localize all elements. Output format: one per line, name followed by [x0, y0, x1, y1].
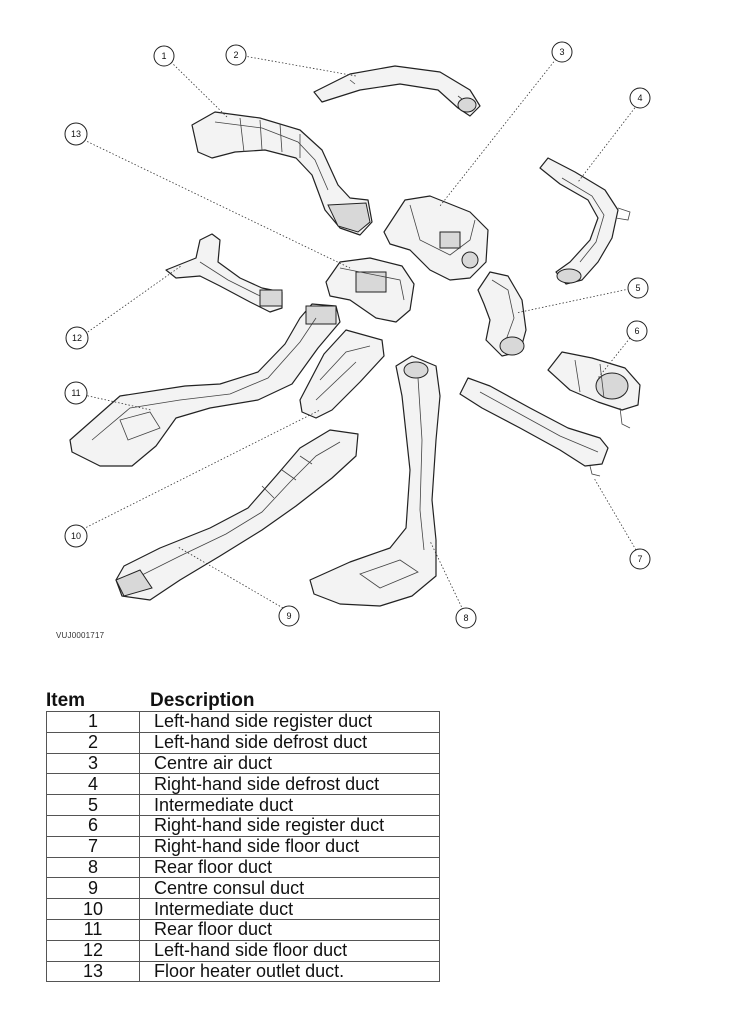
callout-7-label: 7 [637, 554, 643, 564]
legend-item-description: Rear floor duct [140, 919, 440, 940]
callout-3-label: 3 [559, 47, 565, 57]
legend-header-description: Description [150, 690, 255, 711]
callout-12 [66, 327, 88, 349]
legend-row [47, 753, 440, 774]
legend-item-description: Right-hand side register duct [140, 815, 440, 836]
callout-1 [154, 46, 174, 66]
callout-2-label: 2 [233, 50, 239, 60]
legend-item-number: 7 [47, 836, 140, 857]
callout-10 [65, 525, 87, 547]
legend-table [46, 711, 440, 982]
legend-item-number: 13 [47, 961, 140, 982]
callout-1-label: 1 [161, 51, 167, 61]
legend-row [47, 919, 440, 940]
callout-4-label: 4 [637, 93, 643, 103]
legend-item-description: Left-hand side floor duct [140, 940, 440, 961]
legend-row [47, 732, 440, 753]
legend-item-description: Intermediate duct [140, 795, 440, 816]
legend-header [46, 690, 426, 710]
diagram-reference-code: VUJ0001717 [56, 631, 105, 640]
legend-item-number: 9 [47, 878, 140, 899]
callout-13-label: 13 [70, 129, 82, 139]
legend-item-description: Centre air duct [140, 753, 440, 774]
part-lh-defrost-duct [314, 66, 480, 116]
callout-9-label: 9 [286, 611, 292, 621]
legend-item-number: 1 [47, 712, 140, 733]
legend-header-item: Item [46, 690, 86, 711]
legend-item-description: Rear floor duct [140, 857, 440, 878]
legend-item-description: Left-hand side register duct [140, 712, 440, 733]
legend-item-description: Intermediate duct [140, 899, 440, 920]
callout-12-label: 12 [71, 333, 83, 343]
part-floor-heater-outlet-duct [326, 258, 414, 322]
legend-item-number: 8 [47, 857, 140, 878]
callout-8-label: 8 [463, 613, 469, 623]
part-lh-floor-duct [166, 234, 282, 312]
callout-10-label: 10 [70, 531, 82, 541]
callout-6-label: 6 [634, 326, 640, 336]
legend-item-number: 4 [47, 774, 140, 795]
legend-item-number: 11 [47, 919, 140, 940]
legend-row [47, 712, 440, 733]
legend-item-description: Centre consul duct [140, 878, 440, 899]
legend-row [47, 899, 440, 920]
legend-row [47, 836, 440, 857]
part-rh-defrost-duct [540, 158, 630, 284]
legend-row [47, 857, 440, 878]
legend-item-description: Left-hand side defrost duct [140, 732, 440, 753]
legend-row [47, 795, 440, 816]
callout-6 [627, 321, 647, 341]
callout-3 [552, 42, 572, 62]
legend-row [47, 815, 440, 836]
legend-row [47, 878, 440, 899]
legend-item-number: 2 [47, 732, 140, 753]
callout-9 [279, 606, 299, 626]
part-intermediate-duct-right [478, 272, 526, 356]
legend-item-number: 12 [47, 940, 140, 961]
legend-item-description: Right-hand side floor duct [140, 836, 440, 857]
callout-5 [628, 278, 648, 298]
callout-8 [456, 608, 476, 628]
callout-5-label: 5 [635, 283, 641, 293]
legend-item-number: 10 [47, 899, 140, 920]
legend-row [47, 774, 440, 795]
callout-11-label: 11 [71, 388, 81, 398]
legend-item-number: 6 [47, 815, 140, 836]
legend-row [47, 940, 440, 961]
part-rh-register-duct [548, 352, 640, 428]
legend-item-number: 3 [47, 753, 140, 774]
callout-2 [226, 45, 246, 65]
callout-4 [630, 88, 650, 108]
callout-7 [630, 549, 650, 569]
legend-item-number: 5 [47, 795, 140, 816]
callout-13 [65, 123, 87, 145]
callout-11 [65, 382, 87, 404]
part-rear-floor-duct-left [70, 304, 340, 466]
legend-item-description: Floor heater outlet duct. [140, 961, 440, 982]
legend-row [47, 961, 440, 982]
legend-item-description: Right-hand side defrost duct [140, 774, 440, 795]
leader-lines [83, 56, 640, 610]
part-lh-register-duct [192, 112, 372, 235]
